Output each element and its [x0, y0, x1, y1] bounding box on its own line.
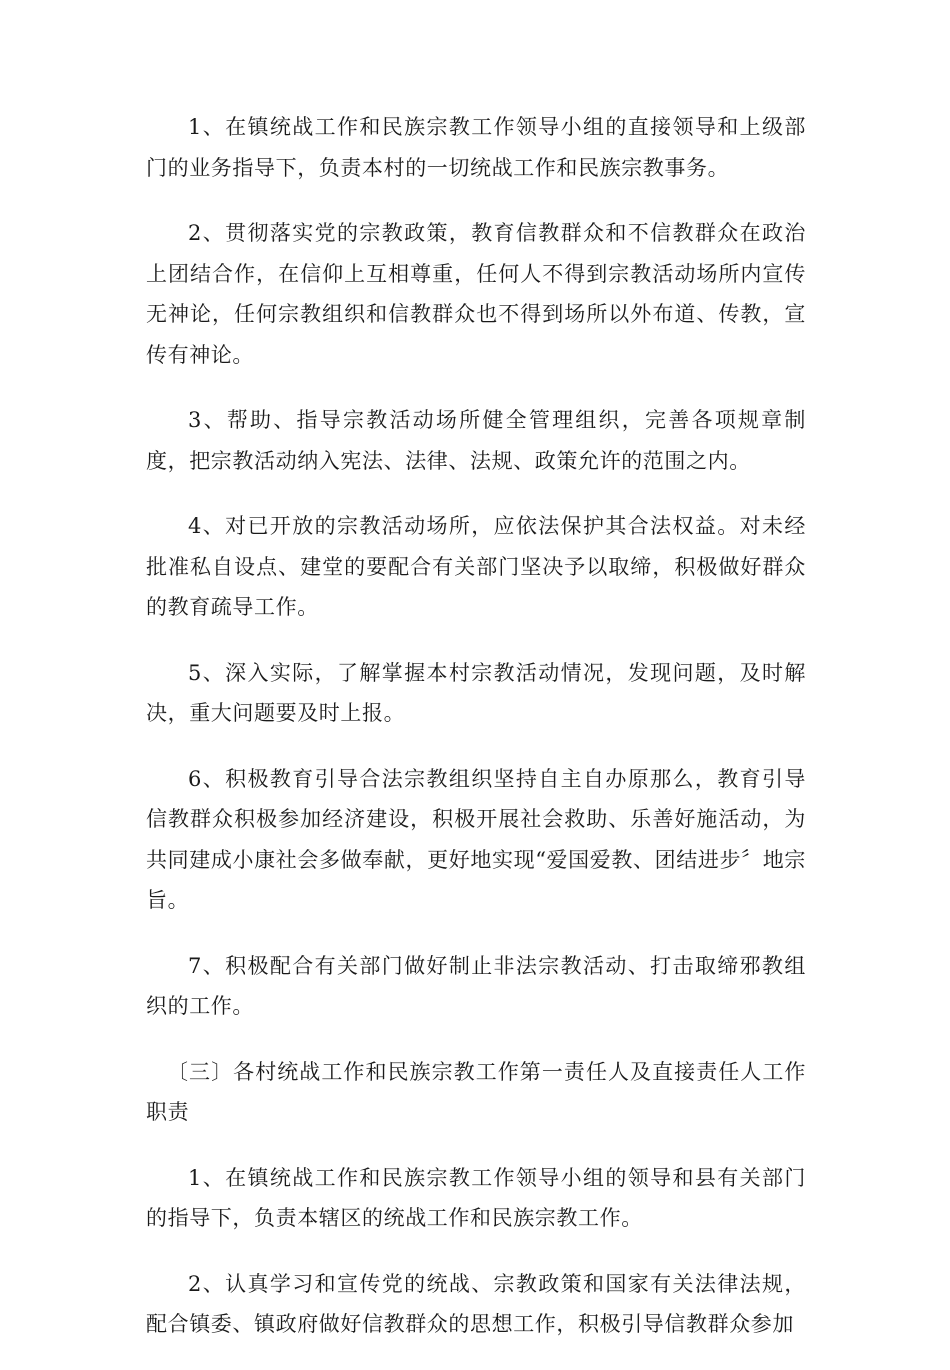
paragraph-8: 1、在镇统战工作和民族宗教工作领导小组的领导和县有关部门的指导下，负责本辖区的统战工作和民族宗教工作。 — [146, 1165, 806, 1230]
paragraph-4: 4、对已开放的宗教活动场所，应依法保护其合法权益。对未经批准私自设点、建堂的要配合有关部门坚决予以取缔，积极做好群众的教育疏导工作。 — [146, 514, 806, 619]
paragraph-1: 1、在镇统战工作和民族宗教工作领导小组的直接领导和上级部门的业务指导下，负责本村的一切统战工作和民族宗教事务。 — [146, 115, 806, 180]
paragraph-6: 6、积极教育引导合法宗教组织坚持自主自办原那么，教育引导信教群众积极参加经济建设，积极开展社会救助、乐善好施活动，为共同建成小康社会多做奉献，更好地实现“爱国爱教、团结进步〞地宗旨。 — [146, 766, 806, 912]
section-heading: 〔三〕各村统战工作和民族宗教工作第一责任人及直接责任人工作职责 — [146, 1059, 806, 1124]
paragraph-7: 7、积极配合有关部门做好制止非法宗教活动、打击取缔邪教组织的工作。 — [146, 953, 806, 1018]
paragraph-2: 2、贯彻落实党的宗教政策，教育信教群众和不信教群众在政治上团结合作，在信仰上互相尊重，任何人不得到宗教活动场所内宣传无神论，任何宗教组织和信教群众也不得到场所以外布道、传教，宣传有神论。 — [146, 221, 806, 367]
paragraph-9: 2、认真学习和宣传党的统战、宗教政策和国家有关法律法规，配合镇委、镇政府做好信教群众的思想工作，积极引导信教群众参加 — [146, 1271, 806, 1336]
paragraph-5: 5、深入实际，了解掌握本村宗教活动情况，发现问题，及时解决，重大问题要及时上报。 — [146, 660, 806, 725]
paragraph-3: 3、帮助、指导宗教活动场所健全管理组织，完善各项规章制度，把宗教活动纳入宪法、法律、法规、政策允许的范围之内。 — [146, 408, 806, 473]
document-body — [146, 107, 806, 1370]
